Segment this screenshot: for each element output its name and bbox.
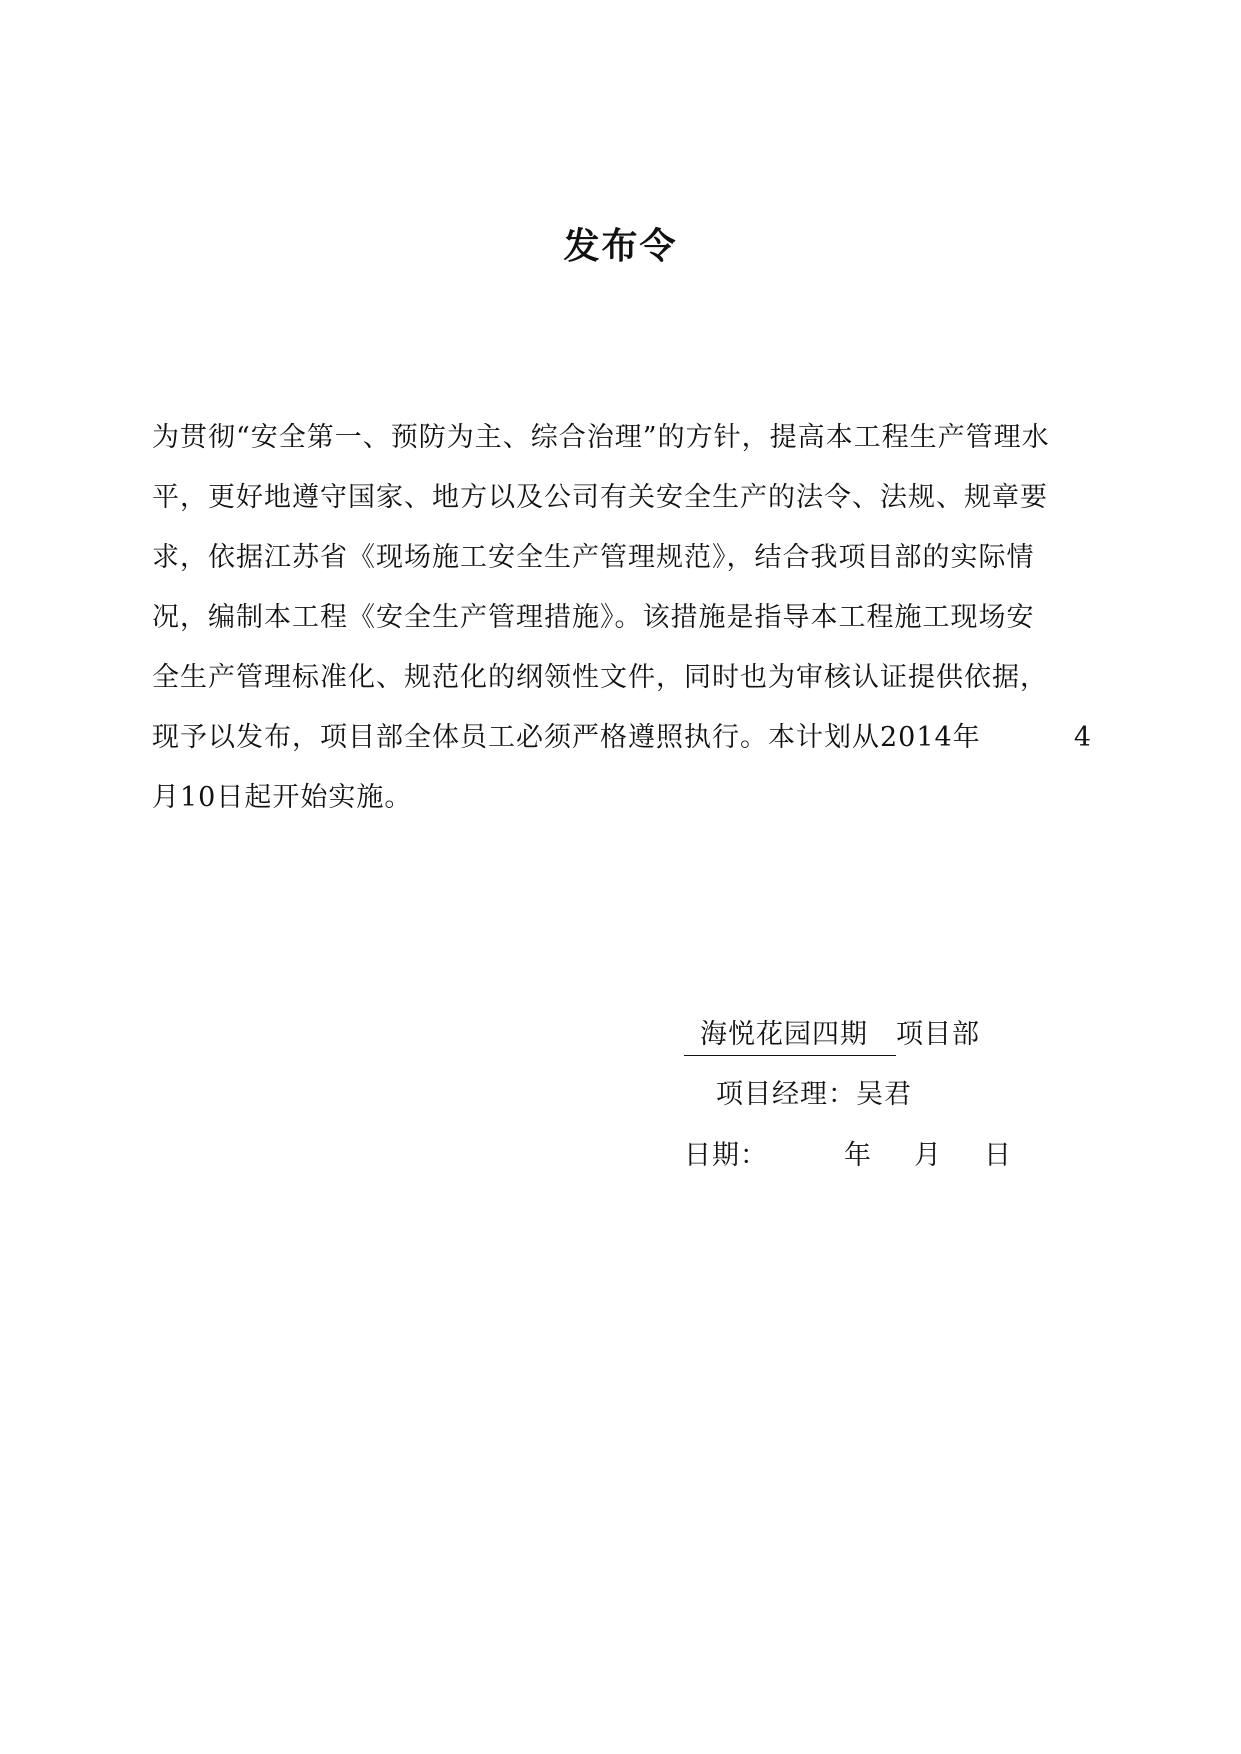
body-line-4: 况，编制本工程《安全生产管理措施》。该措施是指导本工程施工现场安 (152, 602, 1035, 633)
month-label: 月 (914, 1140, 942, 1171)
document-title: 发布令 (563, 225, 678, 267)
body-line-6 (152, 718, 1092, 758)
body-line-3: 求，依据江苏省《现场施工安全生产管理规范》，结合我项目部的实际情 (152, 542, 1035, 573)
department-suffix: 项目部 (896, 1019, 980, 1050)
signature-date (684, 1136, 1012, 1176)
body-line-2: 平，更好地遵守国家、地方以及公司有关安全生产的法令、法规、规章要 (152, 482, 1048, 513)
signature-manager (716, 1075, 912, 1115)
body-line-5: 全生产管理标准化、规范化的纲领性文件，同时也为审核认证提供依据， (152, 662, 1048, 693)
year-label: 年 (844, 1140, 872, 1171)
body-line-1: 为贯彻“安全第一、预防为主、综合治理”的方针，提高本工程生产管理水 (152, 422, 1050, 453)
manager-label: 项目经理： (716, 1079, 856, 1110)
day-label: 日 (984, 1140, 1012, 1171)
body-line-7: 月10日起开始实施。 (152, 782, 413, 813)
date-label: 日期： (684, 1140, 768, 1171)
body-line-6-month: 4 (1073, 722, 1092, 753)
signature-department (684, 1015, 980, 1056)
body-line-6-text: 现予以发布，项目部全体员工必须严格遵照执行。本计划从2014年 (152, 722, 981, 753)
manager-name: 吴君 (856, 1079, 912, 1110)
project-name-field: 海悦花园四期 (684, 1015, 896, 1056)
